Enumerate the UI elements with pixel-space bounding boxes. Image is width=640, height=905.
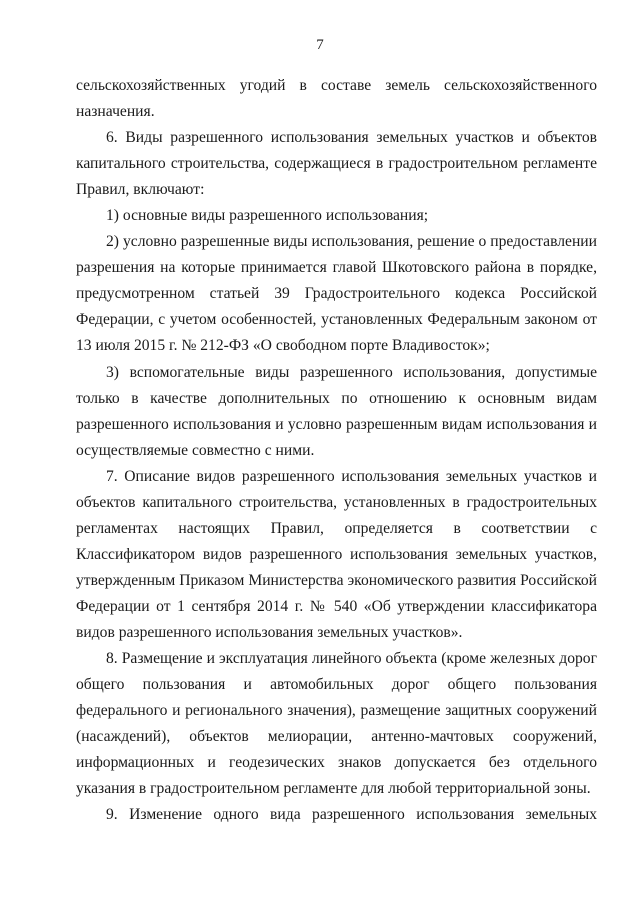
paragraph-item-7: 7. Описание видов разрешенного использования земельных участков и объектов капитального строительства, установленных в градостроительных регламентах настоящих Правил, определяется в соответствии с Классификатором видов разрешенного использования земельных участков, утвержденным Приказом Министерства экономического развития Российской Федерации от 1 сентября 2014 г. № 540 «Об утверждении классификатора видов разрешенного использования земельных участков». (76, 467, 597, 641)
paragraph-continuation: сельскохозяйственных угодий в составе земель сельскохозяйственного назначения. (76, 77, 597, 121)
document-body (76, 73, 597, 828)
paragraph-subitem-1: 1) основные виды разрешенного использования; (106, 207, 429, 225)
paragraph-item-8: 8. Размещение и эксплуатация линейного объекта (кроме железных дорог общего пользования и автомобильных дорог общего пользования федерального и регионального значения), размещение защитных сооружений (насаждений), объектов мелиорации, антенно-мачтовых сооружений, информационных и геодезических знаков допускается без отдельного указания в градостроительном регламенте для любой территориальной зоны. (76, 650, 597, 798)
paragraph-item-6: 6. Виды разрешенного использования земельных участков и объектов капитального строительства, содержащиеся в градостроительном регламенте Правил, включают: (76, 129, 597, 199)
paragraph-subitem-2: 2) условно разрешенные виды использования, решение о предоставлении разрешения на которые принимается главой Шкотовского района в порядке, предусмотренном статьей 39 Градостроительного кодекса Российской Федерации, с учетом особенностей, установленных Федеральным законом от 13 июля 2015 г. № 212-ФЗ «О свободном порте Владивосток»; (76, 233, 597, 355)
paragraph-subitem-3: 3) вспомогательные виды разрешенного использования, допустимые только в качестве дополнительных по отношению к основным видам разрешенного использования и условно разрешенным видам использования и осуществляемые совместно с ними. (76, 363, 597, 459)
page-number: 7 (316, 37, 324, 53)
paragraph-item-9: 9. Изменение одного вида разрешенного использования земельных (106, 806, 597, 824)
